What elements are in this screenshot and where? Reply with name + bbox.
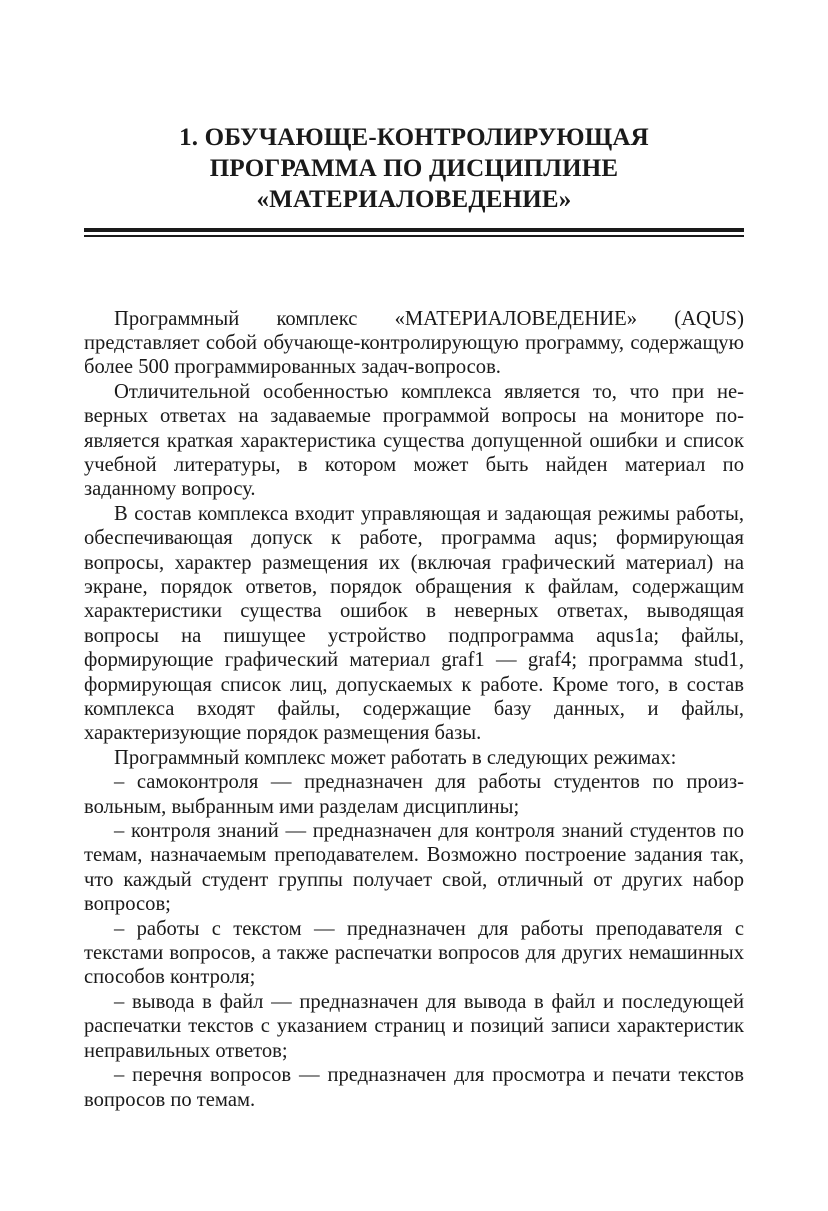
mode-text-work: – работы с текстом — предназначен для работы преподавателя с текстами вопросов, а также распечатки вопросов для других немашинных способов контроля; [84, 917, 744, 989]
mode-self-control: – самоконтроля — предназначен для работы студентов по произвольным, выбранным ими разделам дисциплины; [84, 771, 744, 818]
chapter-title-line-1: 1. ОБУЧАЮЩЕ-КОНТРОЛИРУЮЩАЯ [179, 124, 649, 151]
chapter-title-line-2: ПРОГРАММА ПО ДИСЦИПЛИНЕ [209, 155, 619, 182]
paragraph-modes-intro: Программный комплекс может работать в следующих режимах: [114, 746, 677, 769]
mode-file-output: – вывода в файл — предназначен для вывода в файл и последующей распечатки текстов с указанием страниц и позиций записи характеристик неправильных ответов; [84, 990, 744, 1062]
chapter-title [84, 122, 744, 215]
title-double-rule [84, 228, 744, 237]
mode-question-list: – перечня вопросов — предназначен для просмотра и печати текстов вопросов по темам. [84, 1064, 744, 1111]
book-page [84, 0, 744, 1112]
paragraph-feature: Отличительной особенностью комплекса является то, что при неверных ответах на задаваемые программой вопросы на мониторе появляется краткая характеристика существа допущенной ошибки и список учебной литературы, в котором может быть найден материал по заданному вопросу. [84, 380, 744, 501]
title-rule-thin [84, 235, 744, 237]
mode-knowledge-control: – контроля знаний — предназначен для контроля знаний студентов по темам, назначаемым преподавателем. Возможно построение задания так, что каждый студент группы получает свой, отличный от других набор вопросов; [84, 820, 744, 916]
body-text [84, 307, 744, 1112]
paragraph-intro: Программный комплекс «МАТЕРИАЛОВЕДЕНИЕ» (AQUS) представляет собой обучающе-контролирующую программу, содержащую более 500 программированных задач-вопросов. [84, 307, 744, 379]
chapter-title-line-3: «МАТЕРИАЛОВЕДЕНИЕ» [256, 186, 572, 213]
paragraph-composition: В состав комплекса входит управляющая и задающая режимы работы, обеспечивающая допуск к работе, программа aqus; формирующая вопросы, характер размещения их (включая графический материал) на экране, порядок ответов, порядок обращения к файлам, содержащим характеристики существа ошибок в неверных ответах, выводящая вопросы на пишущее устройство подпрограмма aqus1a; файлы, формирующие графический материал graf1 — graf4; программа stud1, формирующая список лиц, допускаемых к работе. Кроме того, в состав комплекса входят файлы, содержащие базу данных, и файлы, характеризующие порядок размещения базы. [84, 502, 744, 745]
